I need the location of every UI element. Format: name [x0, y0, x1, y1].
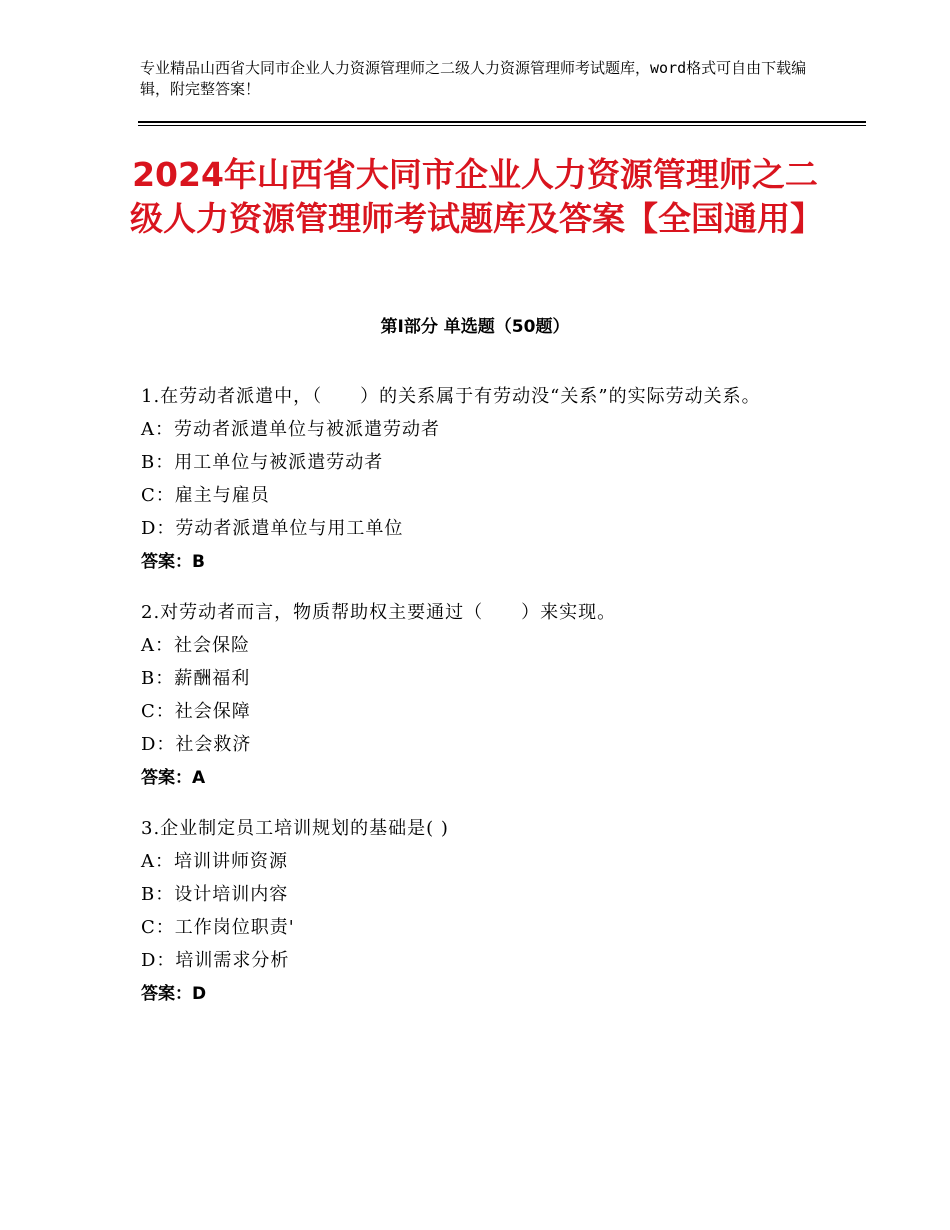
section-title: 第Ⅰ部分 单选题（50题）: [380, 317, 570, 337]
question-list: [141, 380, 821, 1028]
answer-line: 答案：A: [141, 768, 206, 788]
question-item: [141, 380, 821, 579]
header-note: 专业精品山西省大同市企业人力资源管理师之二级人力资源管理师考试题库，word格式可自由下载编辑，附完整答案！: [140, 59, 807, 98]
option-b: B：用工单位与被派遣劳动者: [141, 452, 384, 473]
option-a: A：劳动者派遣单位与被派遣劳动者: [141, 419, 440, 440]
option-d: D：社会救济: [141, 734, 252, 755]
question-item: [141, 812, 821, 1011]
question-stem: 2.对劳动者而言，物质帮助权主要通过（ ）来实现。: [141, 602, 617, 623]
option-b: B：设计培训内容: [141, 884, 289, 905]
question-item: [141, 596, 821, 795]
option-b: B：薪酬福利: [141, 668, 251, 689]
option-a: A：社会保险: [141, 635, 250, 656]
header-divider-thin: [138, 125, 866, 126]
option-d: D：劳动者派遣单位与用工单位: [141, 518, 404, 539]
option-c: C：雇主与雇员: [141, 485, 270, 506]
answer-line: 答案：D: [141, 984, 207, 1004]
question-stem: 1.在劳动者派遣中，（ ）的关系属于有劳动没“关系”的实际劳动关系。: [141, 386, 761, 407]
option-d: D：培训需求分析: [141, 950, 290, 971]
answer-line: 答案：B: [141, 552, 205, 572]
header-divider-thick: [138, 121, 866, 123]
option-c: C：社会保障: [141, 701, 251, 722]
option-a: A：培训讲师资源: [141, 851, 288, 872]
document-title: 2024年山西省大同市企业人力资源管理师之二级人力资源管理师考试题库及答案【全国通用】: [130, 155, 823, 238]
option-c: C：工作岗位职责': [141, 917, 295, 938]
question-stem: 3.企业制定员工培训规划的基础是( ): [141, 818, 449, 839]
